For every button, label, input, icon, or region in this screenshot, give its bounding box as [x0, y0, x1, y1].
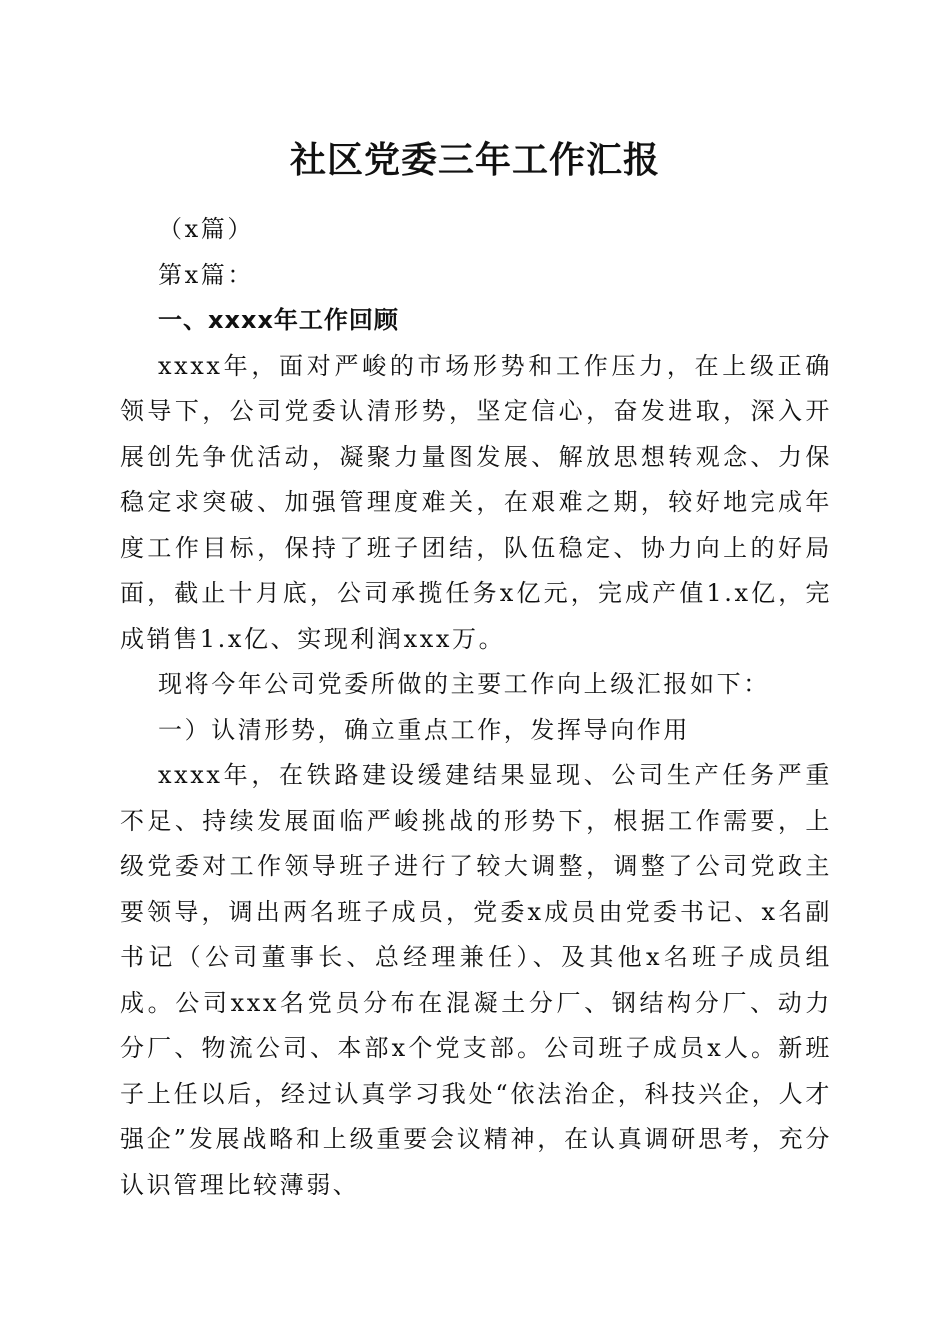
paragraph-report-intro: 现将今年公司党委所做的主要工作向上级汇报如下： [158, 670, 770, 698]
document-body [120, 207, 832, 1208]
paragraph-volume-note: （x篇） [158, 215, 254, 243]
document-title: 社区党委三年工作汇报 [289, 139, 660, 181]
section-heading-review: 一、xxxx年工作回顾 [158, 306, 399, 334]
paragraph-volume-label: 第x篇： [158, 260, 254, 289]
paragraph-situation: xxxx年，在铁路建设缓建结果显现、公司生产任务严重不足、持续发展面临严峻挑战的形势下，根据工作需要，上级党委对工作领导班子进行了较大调整，调整了公司党政主要领导，调出两名班子成员，党委x成员由党委书记、x名副书记（公司董事长、总经理兼任）、及其他x名班子成员组成。公司xxx名党员分布在混凝土分厂、钢结构分厂、动力分厂、物流公司、本部x个党支部。公司班子成员x人。新班子上任以后，经过认真学习我处“依法治企，科技兴企，人才强企”发展战略和上级重要会议精神，在认真调研思考，充分认识管理比较薄弱、 [120, 761, 832, 1199]
paragraph-overview: xxxx年，面对严峻的市场形势和工作压力，在上级正确领导下，公司党委认清形势，坚定信心，奋发进取，深入开展创先争优活动，凝聚力量图发展、解放思想转观念、力保稳定求突破、加强管理度难关，在艰难之期，较好地完成年度工作目标，保持了班子团结，队伍稳定、协力向上的好局面，截止十月底，公司承揽任务x亿元，完成产值1.x亿，完成销售1.x亿、实现利润xxx万。 [120, 351, 832, 653]
subheading-situation: 一）认清形势，确立重点工作，发挥导向作用 [158, 715, 690, 744]
